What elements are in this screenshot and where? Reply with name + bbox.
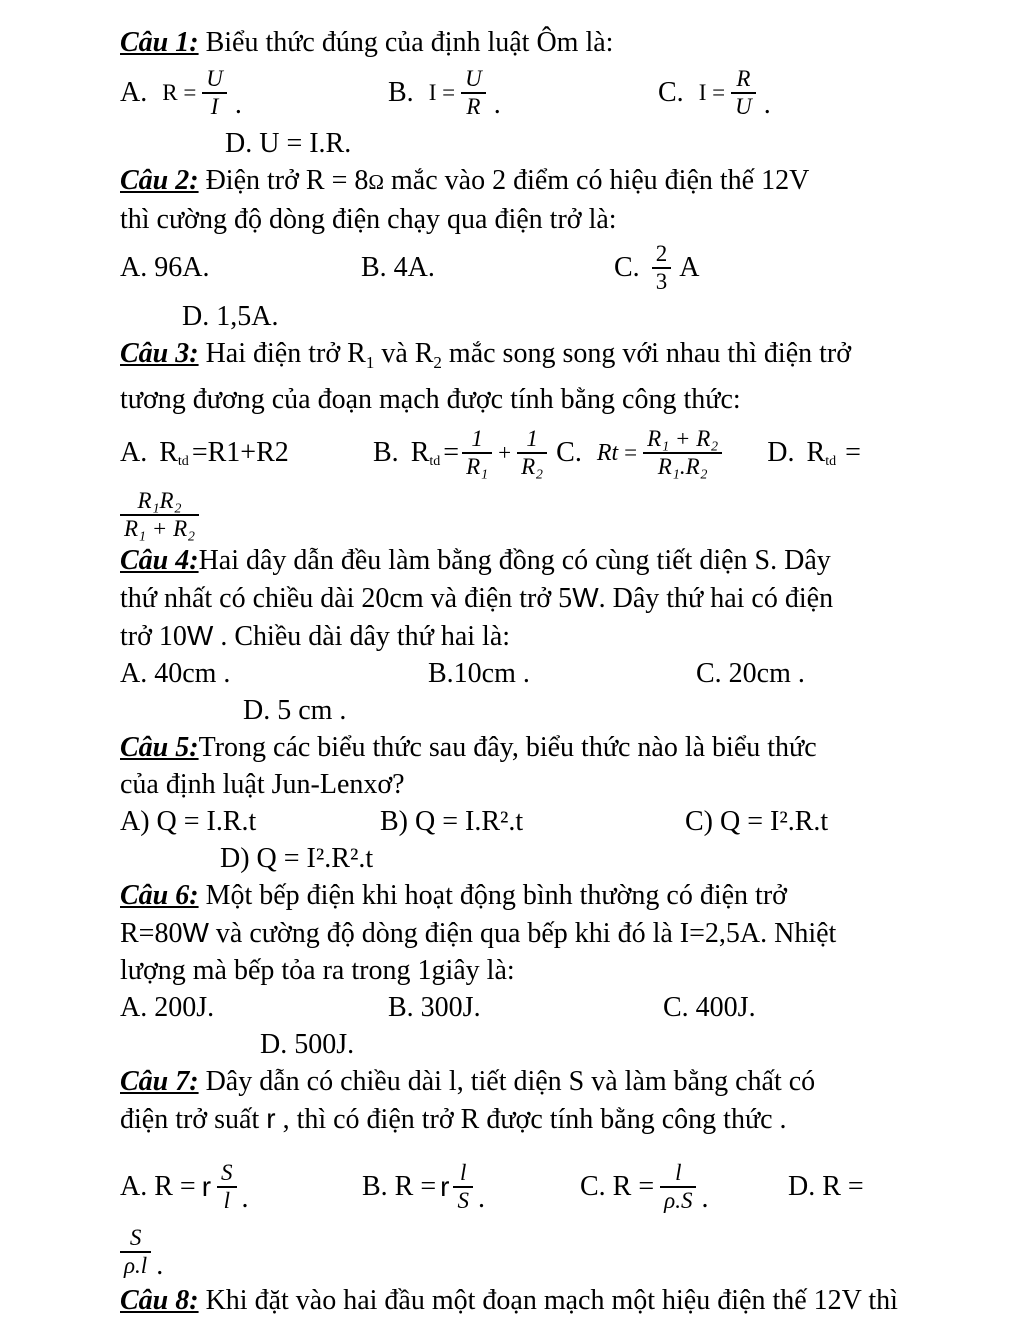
formula	[696, 66, 759, 121]
question-2-title-part1: Điện trở R = 8	[198, 165, 369, 196]
question-5-options	[120, 803, 984, 840]
fraction-denominator: 3	[655, 269, 668, 294]
subscript-td: td	[429, 454, 441, 469]
rho-as-r-symbol: r	[201, 1171, 212, 1202]
text-part: thứ nhất có chiều dài 20cm và điện trở 5	[120, 583, 573, 614]
question-3-option-d-continuation	[120, 488, 984, 542]
fraction-denominator: R₁.R₂	[657, 454, 708, 479]
fraction	[731, 66, 756, 121]
question-7-option-c	[580, 1160, 788, 1215]
fraction-denominator: R₁ + R₂	[124, 516, 196, 541]
ohm-as-w-symbol: W	[572, 582, 599, 613]
question-5-option-d: D) Q = I².R².t	[220, 843, 374, 874]
question-4-text-3	[120, 617, 984, 655]
rho-as-r-symbol: r	[266, 1103, 276, 1134]
option-d-label: D.	[767, 437, 795, 468]
fraction	[643, 426, 722, 481]
option-a-label: A.	[120, 77, 148, 108]
fraction-numerator: U	[202, 66, 227, 94]
unit-label: A	[679, 252, 700, 283]
question-2-text: thì cường độ dòng điện chạy qua điện trở là:	[120, 204, 617, 235]
fraction-numerator: U	[461, 66, 486, 94]
text-part: . Chiều dài dây thứ hai là:	[213, 621, 511, 652]
question-7-title: Dây dẫn có chiều dài l, tiết diện S và làm bằng chất có	[198, 1066, 816, 1097]
plus-sign: +	[498, 440, 512, 465]
question-1-header	[120, 24, 984, 61]
question-7-label: Câu 7:	[120, 1066, 199, 1097]
option-b-label: B.	[388, 77, 414, 108]
question-4-options	[120, 655, 984, 692]
formula-period: .	[234, 88, 242, 120]
question-7-text-2	[120, 1100, 984, 1138]
question-4-header	[120, 542, 984, 579]
formula	[459, 426, 550, 481]
subscript: 1	[365, 353, 375, 372]
rho-as-r-symbol: r	[440, 1171, 450, 1202]
formula-period: .	[701, 1182, 709, 1214]
text-part: điện trở suất	[120, 1104, 267, 1135]
fraction	[120, 488, 199, 543]
fraction-denominator: ρ.S	[664, 1188, 693, 1213]
question-3-option-b	[373, 426, 550, 481]
fraction	[120, 1225, 151, 1280]
fraction	[462, 426, 492, 481]
question-6-option-d: D. 500J.	[260, 1029, 355, 1060]
question-1-title: Biểu thức đúng của định luật Ôm là:	[198, 27, 614, 58]
formula-period: .	[156, 1250, 164, 1282]
question-2-header	[120, 162, 984, 201]
question-3-title-part2: và R	[374, 338, 434, 369]
question-3-option-d	[767, 437, 861, 469]
question-2-option-d: D. 1,5A.	[182, 301, 279, 332]
question-3-title-part3: mắc song song với nhau thì điện trở	[441, 338, 852, 369]
fraction	[202, 66, 227, 121]
fraction-numerator: 1	[462, 426, 492, 454]
question-2-options	[120, 238, 984, 298]
question-6-title: Một bếp điện khi hoạt động bình thường có điện trở	[198, 880, 787, 911]
question-6-option-c: C. 400J.	[663, 991, 756, 1023]
question-5-option-a: A) Q = I.R.t	[120, 805, 257, 837]
fraction-denominator: R₁	[466, 454, 489, 479]
question-7-option-d: D. R =	[788, 1171, 864, 1202]
question-2-label: Câu 2:	[120, 165, 199, 196]
question-3-option-c	[556, 426, 725, 481]
text-part: , thì có điện trở R được tính bằng công thức .	[275, 1104, 787, 1135]
question-4-title: Hai dây dẫn đều làm bằng đồng có cùng tiết diện S. Dây	[198, 545, 831, 576]
equals-sign: =	[443, 437, 460, 468]
question-6-header	[120, 877, 984, 914]
question-3-title-part1: Hai điện trở R	[198, 338, 366, 369]
fraction	[517, 426, 547, 481]
question-3-header	[120, 335, 984, 381]
question-1-options	[120, 61, 984, 125]
fraction-numerator: 2	[652, 241, 672, 269]
question-4-option-c: C. 20cm .	[696, 657, 805, 689]
equals-sign: =	[624, 440, 638, 465]
text-part: trở 10	[120, 621, 187, 652]
question-4-option-a: A. 40cm .	[120, 657, 231, 689]
fraction-denominator: S	[457, 1188, 469, 1213]
question-4-option-b: B.10cm .	[428, 657, 530, 689]
question-7-header	[120, 1063, 984, 1100]
ohm-as-w-symbol: W	[186, 620, 214, 651]
subscript: 2	[433, 353, 442, 372]
formula-period: .	[763, 88, 771, 120]
omega-symbol: Ω	[368, 170, 384, 194]
fraction-numerator: R₁ + R₂	[643, 426, 722, 454]
fraction	[217, 1160, 237, 1215]
formula-lead: I =	[698, 80, 726, 105]
question-2-option-c	[614, 241, 699, 296]
formula-rest: =R1+R2	[191, 437, 289, 468]
formula-lead: I =	[428, 80, 456, 105]
option-c-label: C.	[658, 77, 684, 108]
question-7-options	[120, 1152, 984, 1222]
question-8-partial	[120, 1282, 984, 1319]
text-part: và cường độ dòng điện qua bếp khi đó là I=2,5A. Nhiệt	[208, 918, 837, 949]
question-1-option-b	[388, 66, 658, 121]
formula	[594, 426, 725, 481]
option-a-label: A.	[120, 437, 148, 468]
question-7-option-b	[362, 1160, 580, 1215]
fraction-denominator: I	[210, 94, 219, 119]
subscript-td: td	[177, 454, 189, 469]
equals-sign: =	[845, 437, 861, 468]
question-1-option-c	[658, 66, 771, 121]
question-8-label: Câu 8:	[120, 1285, 199, 1316]
question-7-option-d-continuation	[120, 1222, 984, 1282]
text-part: R=80	[120, 918, 183, 949]
fraction-numerator: 1	[517, 426, 547, 454]
fraction	[660, 1160, 696, 1215]
r-symbol: R	[806, 437, 826, 468]
option-a-label: A. R =	[120, 1171, 196, 1202]
question-2-title-part2: mắc vào 2 điểm có hiệu điện thế 12V	[384, 165, 810, 196]
option-b-label: B. R =	[362, 1171, 437, 1202]
r-symbol: R	[410, 437, 430, 468]
question-6-options	[120, 989, 984, 1026]
fraction-numerator: R	[731, 66, 756, 94]
question-2-option-a: A. 96A.	[120, 252, 210, 283]
rt-symbol: Rt	[596, 439, 619, 466]
question-3-text: tương đương của đoạn mạch được tính bằng công thức:	[120, 384, 741, 415]
question-6-option-a: A. 200J.	[120, 991, 215, 1023]
question-5-title: Trong các biểu thức sau đây, biểu thức nào là biểu thức	[198, 732, 817, 763]
question-5-header	[120, 729, 984, 766]
option-b-label: B.	[373, 437, 399, 468]
question-7-option-a	[120, 1160, 362, 1215]
formula-period: .	[493, 88, 501, 120]
fraction-denominator: ρ.l	[124, 1253, 148, 1278]
fraction	[453, 1160, 473, 1215]
formula-period: .	[477, 1182, 485, 1214]
question-6-text-3: lượng mà bếp tỏa ra trong 1giây là:	[120, 955, 515, 986]
fraction-denominator: R₂	[521, 454, 544, 479]
option-c-label: C.	[614, 252, 640, 283]
fraction-denominator: U	[735, 94, 752, 119]
fraction	[652, 241, 672, 296]
question-3-options	[120, 418, 984, 488]
question-4-label: Câu 4:	[120, 545, 199, 576]
question-1-label: Câu 1:	[120, 27, 199, 58]
question-6-option-b: B. 300J.	[388, 991, 481, 1023]
question-6-text-2	[120, 914, 984, 952]
question-3-label: Câu 3:	[120, 338, 199, 369]
formula-lead: R =	[162, 80, 197, 105]
option-c-label: C. R =	[580, 1171, 655, 1202]
formula	[426, 66, 489, 121]
question-3-option-a	[120, 437, 373, 469]
subscript-td: td	[825, 454, 837, 469]
fraction	[461, 66, 486, 121]
question-1-option-d: D. U = I.R.	[225, 128, 352, 159]
fraction-numerator: l	[453, 1160, 473, 1188]
question-5-label: Câu 5:	[120, 732, 199, 763]
question-5-text: của định luật Jun-Lenxơ?	[120, 769, 405, 800]
fraction-numerator: S	[217, 1160, 237, 1188]
question-4-option-d: D. 5 cm .	[243, 695, 347, 726]
fraction-numerator: S	[120, 1225, 151, 1253]
fraction-denominator: R	[466, 94, 481, 119]
question-5-option-b: B) Q = I.R².t	[380, 805, 524, 837]
question-4-text-2	[120, 579, 984, 617]
fraction-numerator: l	[660, 1160, 696, 1188]
question-2-option-b: B. 4A.	[361, 252, 435, 283]
formula	[159, 66, 230, 121]
fraction-numerator: R₁R₂	[120, 488, 199, 516]
question-5-option-c: C) Q = I².R.t	[685, 805, 829, 837]
question-6-label: Câu 6:	[120, 880, 199, 911]
text-part: . Dây thứ hai có điện	[598, 583, 834, 614]
question-8-title: Khi đặt vào hai đầu một đoạn mạch một hiệu điện thế 12V thì	[198, 1285, 898, 1316]
question-1-option-a	[120, 66, 388, 121]
r-symbol: R	[159, 437, 178, 468]
ohm-as-w-symbol: W	[182, 917, 209, 948]
fraction-denominator: l	[223, 1188, 230, 1213]
option-c-label: C.	[556, 437, 582, 468]
formula-period: .	[241, 1182, 249, 1214]
